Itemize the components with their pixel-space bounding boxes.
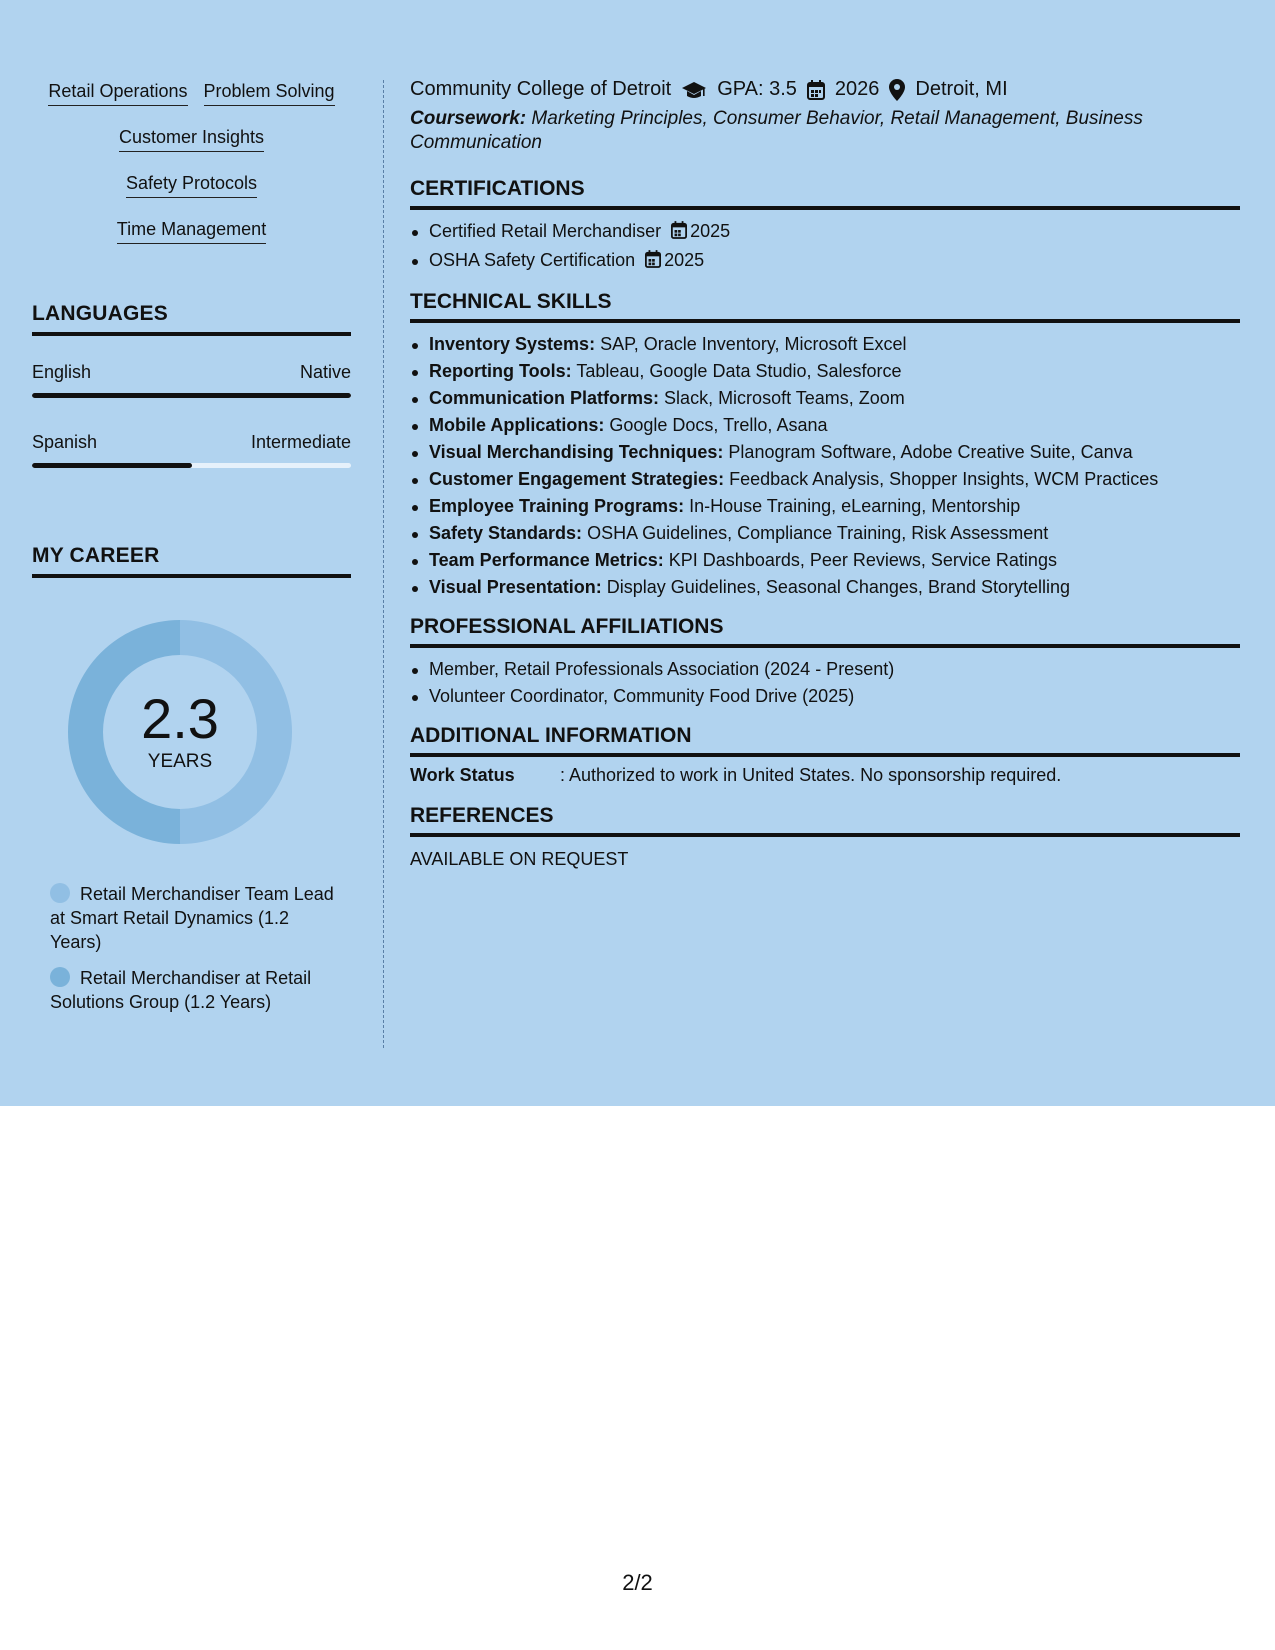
work-status-row — [410, 765, 1240, 786]
skill-category: Visual Merchandising Techniques: — [429, 442, 724, 462]
work-status-label: Work Status — [410, 765, 515, 785]
skill-chip: Time Management — [117, 218, 266, 244]
technical-skill-item — [410, 493, 1240, 520]
technical-skill-item — [410, 331, 1240, 358]
technical-skill-item — [410, 547, 1240, 574]
skill-values: Planogram Software, Adobe Creative Suite, Canva — [728, 442, 1133, 462]
skill-values: In-House Training, eLearning, Mentorship — [689, 496, 1021, 516]
language-name: English — [32, 362, 92, 382]
skill-category: Communication Platforms: — [429, 388, 660, 408]
skill-values: Tableau, Google Data Studio, Salesforce — [576, 361, 902, 381]
technical-skill-item — [410, 466, 1240, 493]
skill-chip: Safety Protocols — [126, 172, 257, 198]
technical-skills-section — [410, 290, 1240, 601]
skill-category: Reporting Tools: — [429, 361, 572, 381]
coursework-label: Coursework: — [410, 108, 527, 129]
technical-skill-item — [410, 574, 1240, 601]
technical-skill-item — [410, 439, 1240, 466]
section-title: PROFESSIONAL AFFILIATIONS — [410, 615, 1240, 648]
section-title: CERTIFICATIONS — [410, 177, 1240, 210]
coursework-list: Marketing Principles, Consumer Behavior, Retail Management, Business Communication — [410, 108, 1143, 153]
affiliation-item: Volunteer Coordinator, Community Food Drive (2025) — [410, 683, 1240, 710]
skill-values: Feedback Analysis, Shopper Insights, WCM Practices — [729, 469, 1159, 489]
certification-list — [410, 218, 1240, 276]
references-text: AVAILABLE ON REQUEST — [410, 849, 629, 869]
page-number: 2/2 — [622, 1570, 653, 1595]
skill-category: Employee Training Programs: — [429, 496, 685, 516]
left-column — [32, 80, 351, 1012]
skill-chip: Customer Insights — [119, 126, 264, 152]
section-title: TECHNICAL SKILLS — [410, 290, 1240, 323]
skill-category: Safety Standards: — [429, 523, 583, 543]
technical-skill-item — [410, 385, 1240, 412]
affiliation-item: Member, Retail Professionals Association (2024 - Present) — [410, 656, 1240, 683]
skill-category: Mobile Applications: — [429, 415, 605, 435]
section-title: LANGUAGES — [32, 302, 351, 336]
technical-skill-item — [410, 412, 1240, 439]
skill-chip: Problem Solving — [204, 80, 335, 106]
career-section — [32, 544, 351, 1026]
skill-values: Slack, Microsoft Teams, Zoom — [664, 388, 905, 408]
career-legend-item — [50, 882, 335, 954]
career-total-unit: YEARS — [147, 751, 213, 772]
career-legend-item — [50, 966, 335, 1014]
calendar-icon — [807, 80, 825, 100]
skill-values: Display Guidelines, Seasonal Changes, Brand Storytelling — [606, 577, 1071, 597]
certification-name: OSHA Safety Certification — [429, 250, 636, 270]
technical-skill-item — [410, 358, 1240, 385]
school-name: Community College of Detroit — [410, 78, 672, 100]
language-item — [32, 432, 351, 468]
section-title: REFERENCES — [410, 804, 1240, 837]
legend-dot — [50, 967, 70, 987]
language-proficiency-bar — [32, 463, 351, 468]
language-proficiency-fill — [32, 393, 351, 398]
skill-values: KPI Dashboards, Peer Reviews, Service Ratings — [668, 550, 1057, 570]
coursework — [410, 107, 1240, 155]
language-level: Native — [299, 362, 351, 382]
gpa: GPA: 3.5 — [717, 78, 797, 100]
career-role-label: Retail Merchandiser Team Lead at Smart Retail Dynamics (1.2 Years) — [50, 884, 334, 952]
skill-category: Team Performance Metrics: — [429, 550, 664, 570]
right-column — [410, 78, 1240, 870]
language-item — [32, 362, 351, 398]
legend-dot — [50, 883, 70, 903]
additional-info-section — [410, 724, 1240, 786]
references-section — [410, 804, 1240, 870]
skill-category: Customer Engagement Strategies: — [429, 469, 725, 489]
work-status-value: : Authorized to work in United States. No sponsorship required. — [560, 765, 1062, 785]
skill-category: Inventory Systems: — [429, 334, 596, 354]
skill-values: Google Docs, Trello, Asana — [609, 415, 828, 435]
skill-chips — [32, 80, 351, 244]
skill-category: Visual Presentation: — [429, 577, 602, 597]
certification-name: Certified Retail Merchandiser — [429, 221, 662, 241]
skill-values: OSHA Guidelines, Compliance Training, Risk Assessment — [587, 523, 1049, 543]
career-total-years: 2.3 — [141, 687, 219, 750]
certification-year: 2025 — [690, 221, 731, 241]
school-location: Detroit, MI — [915, 78, 1008, 100]
certifications-section — [410, 177, 1240, 276]
graduation-cap-icon — [681, 80, 707, 100]
section-title: MY CAREER — [32, 544, 351, 578]
certification-year: 2025 — [664, 250, 705, 270]
calendar-icon — [671, 220, 687, 247]
career-legend — [50, 882, 335, 1014]
certification-item — [410, 218, 1240, 247]
donut-center — [66, 618, 294, 846]
skill-chip: Retail Operations — [48, 80, 187, 106]
location-pin-icon — [889, 79, 905, 101]
language-proficiency-fill — [32, 463, 192, 468]
language-proficiency-bar — [32, 393, 351, 398]
affiliations-section — [410, 615, 1240, 710]
affiliations-list — [410, 656, 1240, 710]
education-line — [410, 78, 1240, 101]
technical-skill-item — [410, 520, 1240, 547]
languages-section — [32, 302, 351, 468]
graduation-year: 2026 — [834, 78, 880, 100]
section-title: ADDITIONAL INFORMATION — [410, 724, 1240, 757]
career-donut-chart — [66, 618, 294, 846]
career-role-label: Retail Merchandiser at Retail Solutions Group (1.2 Years) — [50, 968, 312, 1012]
technical-skills-list — [410, 331, 1240, 601]
skill-values: SAP, Oracle Inventory, Microsoft Excel — [600, 334, 907, 354]
column-divider — [383, 80, 384, 1048]
language-name: Spanish — [32, 432, 98, 452]
calendar-icon — [645, 249, 661, 276]
language-level: Intermediate — [250, 432, 351, 452]
certification-item — [410, 247, 1240, 276]
